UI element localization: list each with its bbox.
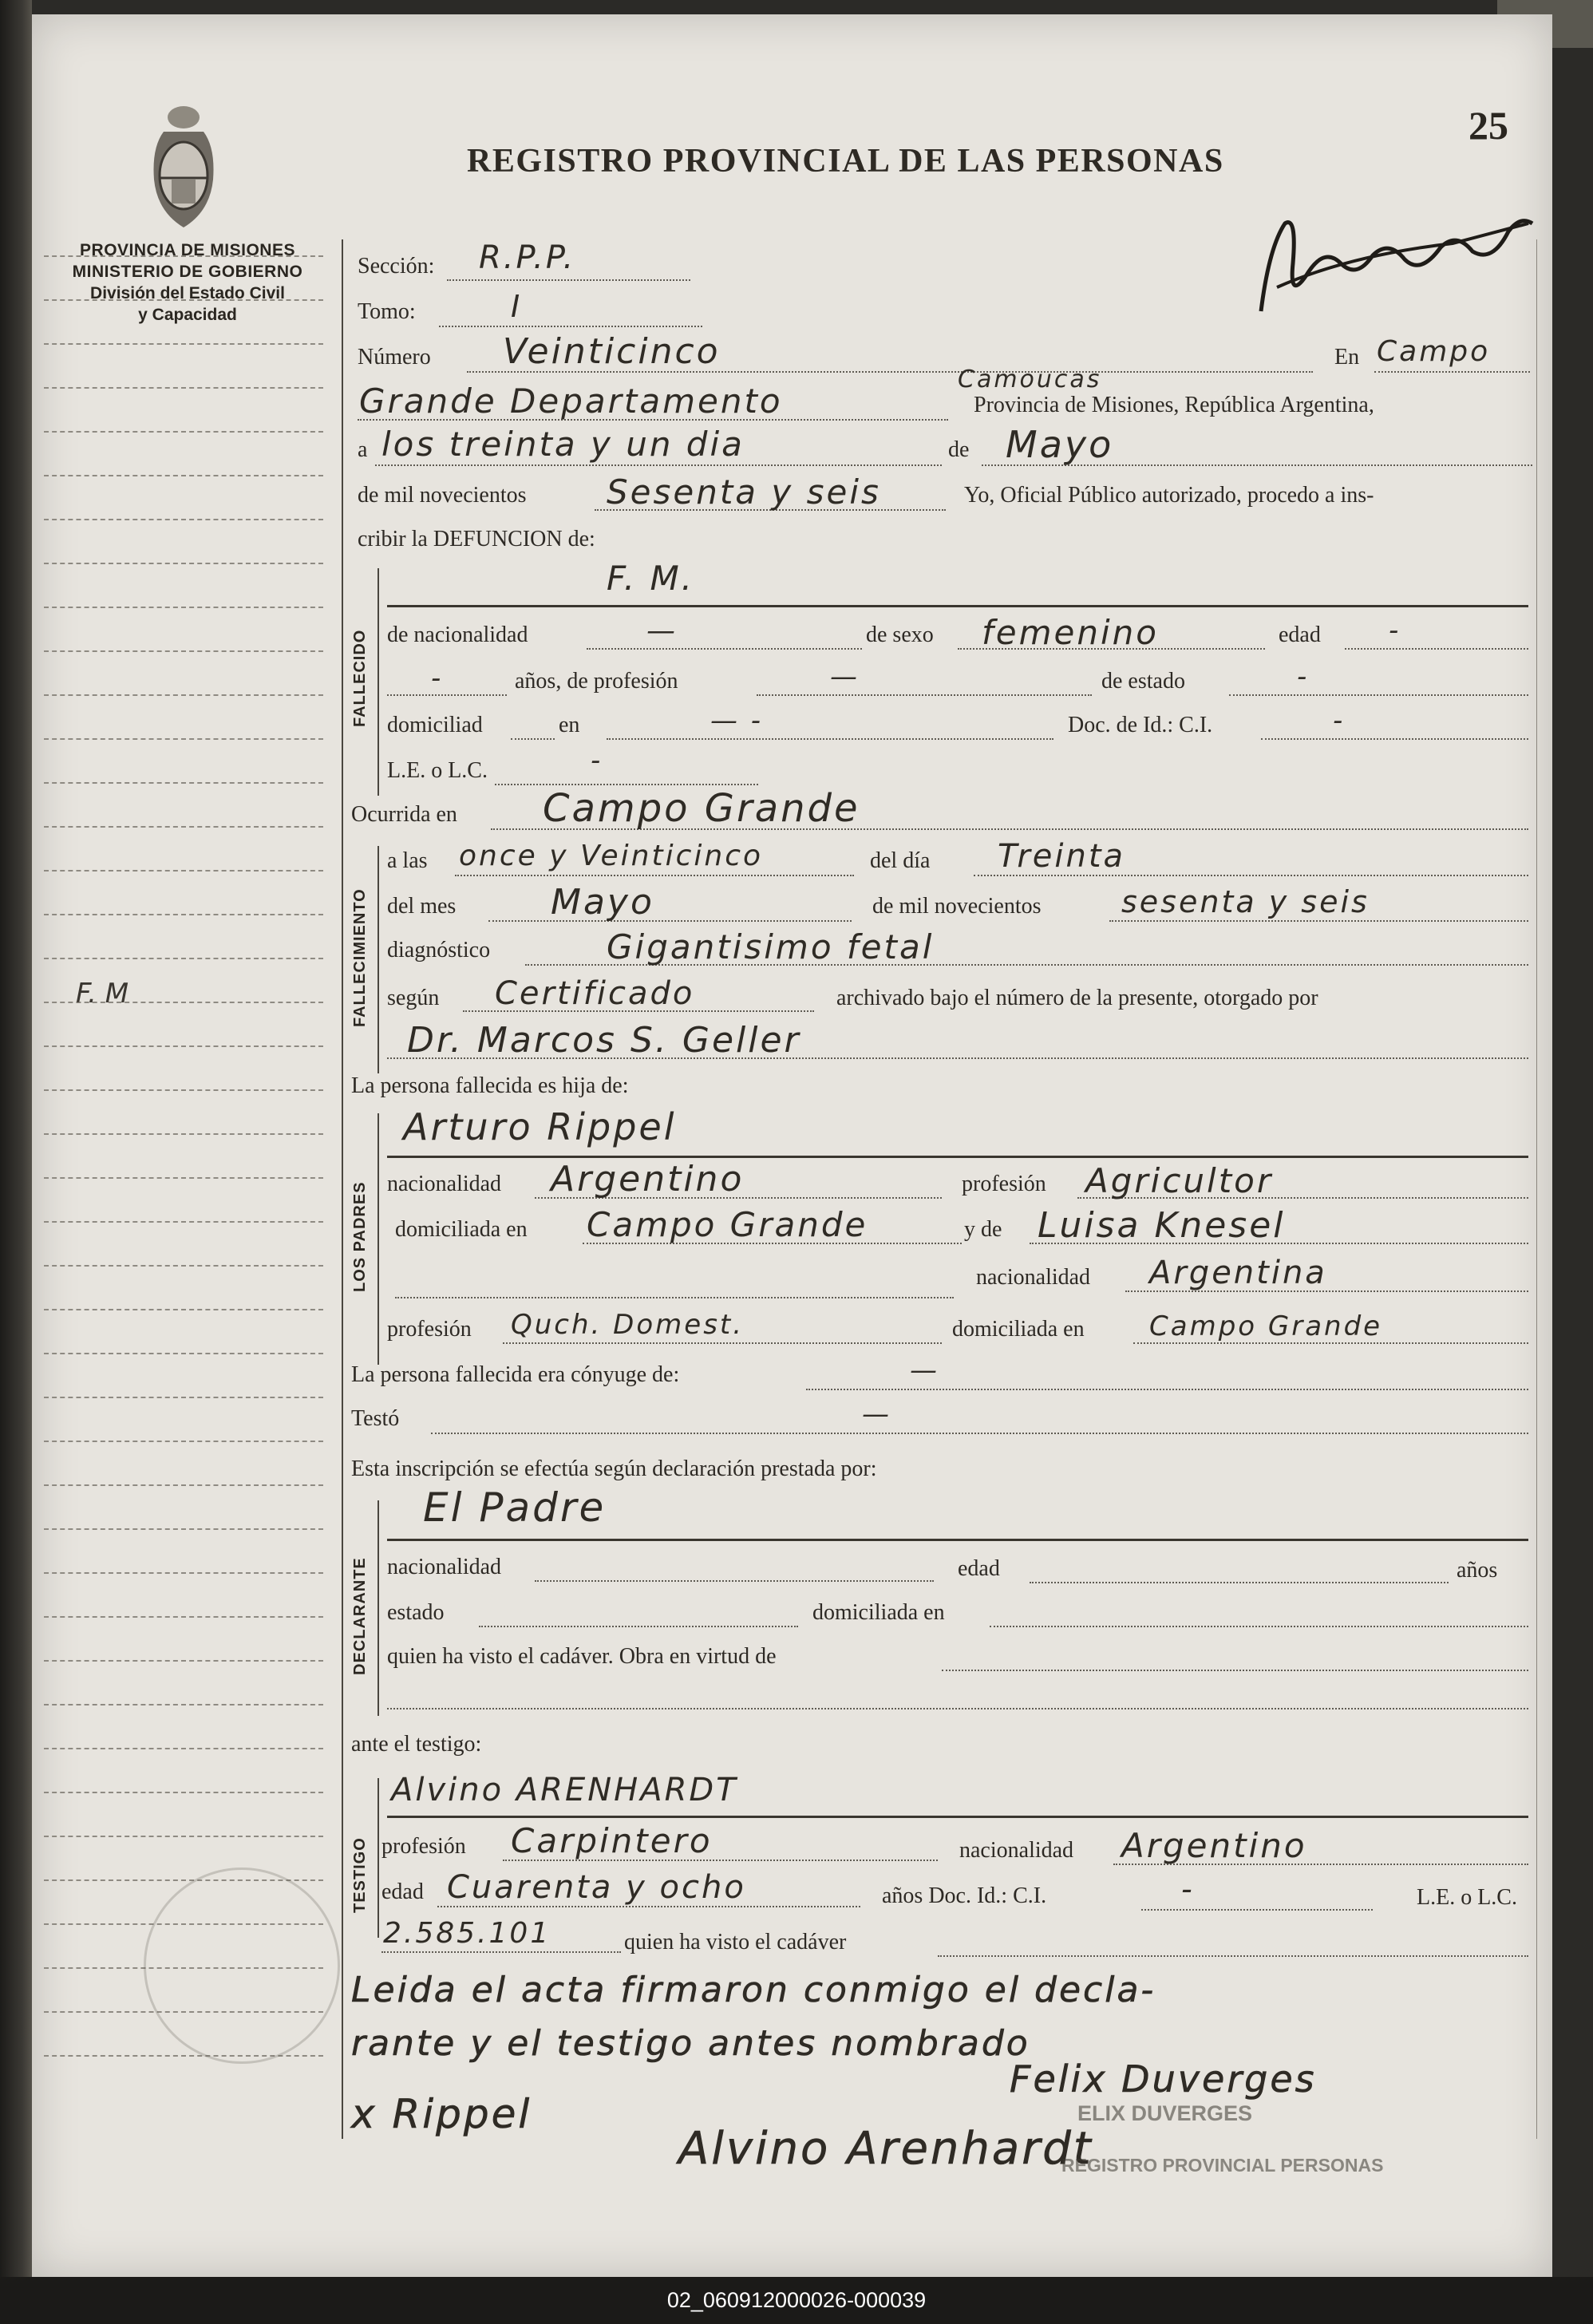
testigo-visto-text: quien ha visto el cadáver — [624, 1930, 847, 1954]
testigo-prof: Carpintero — [511, 1821, 713, 1860]
fallecido-dom-line2 — [607, 738, 1053, 740]
testigo-ci-line — [1141, 1909, 1373, 1911]
office-division: División del Estado Civil — [90, 284, 285, 302]
fallecido-doc-label: Doc. de Id.: C.I. — [1068, 713, 1213, 737]
testigo-nac: Argentino — [1121, 1826, 1307, 1865]
testigo-le-line — [381, 1951, 621, 1953]
medico-value: Dr. Marcos S. Geller — [407, 1020, 801, 1061]
testigo-edad-label: edad — [381, 1879, 424, 1904]
testo-line — [431, 1433, 1528, 1434]
en-value: Campo — [1377, 335, 1491, 368]
mes-value: Mayo — [551, 882, 654, 923]
inscribir-text: cribir la DEFUNCION de: — [358, 527, 595, 551]
stamp-line2: REGISTRO PROVINCIAL PERSONAS — [1061, 2155, 1384, 2176]
declarante-nac-line — [535, 1580, 934, 1582]
declarante-dom-label: domiciliada en — [812, 1600, 945, 1625]
testo-label: Testó — [351, 1406, 400, 1431]
closing-line1: Leida el acta firmaron conmigo el decla- — [351, 1970, 1156, 2010]
signature-oficial: Felix Duverges — [1010, 2057, 1317, 2101]
hija-label: La persona fallecida es hija de: — [351, 1073, 629, 1098]
fallecido-le-label: L.E. o L.C. — [387, 758, 488, 783]
faded-seal — [144, 1868, 340, 2064]
margin-ledger — [44, 255, 323, 2091]
conyuge-value: — — [910, 1354, 939, 1386]
fecha-dia: los treinta y un dia — [381, 425, 745, 464]
declarante-estado-line — [479, 1626, 798, 1627]
y-de-label: y de — [964, 1217, 1002, 1242]
footer-bar — [0, 2277, 1593, 2324]
fallecido-estado-line — [1229, 694, 1528, 696]
fallecido-name: F. M. — [607, 559, 695, 598]
seccion-label: Sección: — [358, 254, 435, 279]
fallecido-name-rule — [387, 605, 1528, 607]
madre-dom-label: domiciliada en — [952, 1317, 1085, 1342]
mes-label: del mes — [387, 894, 457, 919]
archivado-text: archivado bajo el número de la presente, otorgado por — [836, 986, 1318, 1010]
declarante-dom-line — [990, 1626, 1528, 1627]
testigo-doc-label: años Doc. Id.: C.I. — [882, 1883, 1047, 1908]
declarante-edad-line — [1030, 1582, 1449, 1583]
fallecido-edad-line — [1345, 648, 1528, 650]
fallecido-en-label: en — [559, 713, 580, 737]
dia-label: del día — [870, 848, 931, 873]
madre-nac-label: nacionalidad — [976, 1265, 1091, 1290]
column-divider — [342, 239, 343, 2139]
folio-number: 25 — [1468, 103, 1508, 148]
anio2-line — [1109, 920, 1528, 922]
fallecido-dom: — - — [710, 705, 764, 737]
fallecido-prof-line — [757, 694, 1092, 696]
declarante-estado-label: estado — [387, 1600, 445, 1625]
testigo-name-rule — [387, 1816, 1528, 1818]
padre-name-rule — [387, 1156, 1528, 1158]
dia-value: Treinta — [998, 838, 1126, 875]
ocurrida-label: Ocurrida en — [351, 802, 457, 827]
testigo-ci: - — [1181, 1871, 1195, 1907]
segun-label: según — [387, 986, 440, 1010]
provincia-label: Provincia de Misiones, República Argentina, — [974, 393, 1374, 417]
tomo-label: Tomo: — [358, 299, 416, 324]
dia-line — [974, 875, 1528, 876]
madre-prof-line — [503, 1342, 942, 1344]
fallecido-estado-label: de estado — [1101, 669, 1185, 694]
fallecido-le-line — [495, 784, 758, 785]
conyuge-label: La persona fallecida era cónyuge de: — [351, 1362, 680, 1387]
hora-value: once y Veinticinco — [459, 840, 764, 872]
testigo-visto-line — [938, 1955, 1528, 1957]
declarante-name-rule — [387, 1539, 1528, 1541]
fecha-a-label: a — [358, 437, 368, 462]
fallecido-prof: — — [830, 661, 860, 693]
ocurrida-value: Campo Grande — [543, 786, 860, 831]
segun-value: Certificado — [495, 975, 695, 1012]
fecha-dia-line — [375, 464, 942, 466]
en-line — [1374, 371, 1530, 373]
declarante-name: El Padre — [423, 1484, 607, 1531]
declarante-bracket — [377, 1500, 379, 1716]
madre-extra-line — [395, 1297, 954, 1298]
padre-nac: Argentino — [551, 1159, 745, 1200]
ante-label: ante el testigo: — [351, 1732, 482, 1757]
testigo-le-label: L.E. o L.C. — [1417, 1885, 1517, 1910]
office-capacity: y Capacidad — [138, 306, 237, 324]
testo-value: — — [862, 1398, 891, 1430]
anio2-label: de mil novecientos — [872, 894, 1042, 919]
book-binding — [0, 0, 32, 2324]
numero-value: Veinticinco — [503, 331, 721, 372]
declaracion-label: Esta inscripción se efectúa según declaración prestada por: — [351, 1456, 877, 1481]
madre-nac: Argentina — [1149, 1255, 1327, 1291]
fecha-mes: Mayo — [1006, 423, 1114, 466]
section-padres: LOS PADRES — [351, 1181, 369, 1293]
anio2-value: sesenta y seis — [1121, 884, 1370, 919]
fallecido-doc-line — [1261, 738, 1528, 740]
fallecido-nac-line — [587, 648, 862, 650]
declarante-extra-line — [387, 1708, 1528, 1709]
section-testigo: TESTIGO — [351, 1837, 369, 1914]
fallecido-le: - — [591, 745, 603, 777]
seccion-line — [447, 279, 690, 281]
fallecido-doc: - — [1333, 705, 1346, 737]
footer-id: 02_060912000026-000039 — [666, 2288, 927, 2312]
section-fallecido: FALLECIDO — [351, 629, 369, 728]
padre-prof: Agricultor — [1085, 1161, 1274, 1200]
en-insert: Camoucas — [958, 366, 1102, 393]
closing-line2: rante y el testigo antes nombrado — [351, 2023, 1030, 2064]
stamp-line1: ELIX DUVERGES — [1077, 2101, 1253, 2125]
testigo-name: Alvino ARENHARDT — [391, 1772, 738, 1808]
section-fallecimiento: FALLECIMIENTO — [351, 888, 369, 1027]
declarante-cadaver-label: quien ha visto el cadáver. Obra en virtud de — [387, 1644, 777, 1669]
anio-label: de mil novecientos — [358, 483, 527, 508]
page-title: REGISTRO PROVINCIAL DE LAS PERSONAS — [467, 143, 1224, 180]
padre-nac-label: nacionalidad — [387, 1172, 502, 1196]
diag-value: Gigantisimo fetal — [607, 927, 935, 966]
hora-line — [455, 875, 854, 876]
testigo-nac-label: nacionalidad — [959, 1838, 1074, 1863]
seccion-value: R.P.P. — [479, 239, 576, 276]
section-declarante: DECLARANTE — [351, 1557, 369, 1675]
fallecido-anios-label: años, de profesión — [515, 669, 678, 694]
fallecido-edad: - — [1389, 615, 1401, 646]
signature-padre: x Rippel — [351, 2091, 532, 2137]
fallecimiento-bracket — [377, 846, 379, 1073]
signature-testigo: Alvino Arenhardt — [678, 2123, 1093, 2175]
declarante-nac-label: nacionalidad — [387, 1555, 502, 1579]
office-province: PROVINCIA DE MISIONES — [80, 241, 295, 259]
testigo-edad: Cuarenta y ocho — [447, 1869, 746, 1906]
fallecido-sexo: femenino — [982, 613, 1159, 652]
fallecido-edad-label: edad — [1279, 622, 1321, 647]
testigo-edad-line — [437, 1906, 860, 1907]
fallecido-dom-line1 — [511, 738, 555, 740]
testigo-prof-label: profesión — [381, 1834, 466, 1859]
madre-prof: Quch. Domest. — [511, 1309, 745, 1341]
madre-prof-label: profesión — [387, 1317, 472, 1342]
oficial-text: Yo, Oficial Público autorizado, procedo a ins- — [964, 483, 1374, 508]
padre-dom: Campo Grande — [587, 1205, 868, 1244]
padres-bracket — [377, 1113, 379, 1365]
mes-line — [488, 920, 852, 922]
padre-prof-label: profesión — [962, 1172, 1046, 1196]
fallecido-nac-label: de nacionalidad — [387, 622, 528, 647]
fecha-de-label: de — [948, 437, 970, 462]
fallecido-anios-line — [387, 694, 507, 696]
conyuge-line — [806, 1389, 1528, 1390]
anio-value: Sesenta y seis — [607, 472, 881, 512]
en-label: En — [1334, 345, 1360, 370]
declarante-edad-label: edad — [958, 1556, 1000, 1581]
fallecido-anios: - — [431, 662, 444, 694]
coat-of-arms-icon — [140, 100, 227, 235]
tomo-value: I — [511, 289, 523, 324]
padre-name: Arturo Rippel — [403, 1105, 677, 1148]
fallecido-sexo-label: de sexo — [866, 622, 934, 647]
tomo-line — [439, 326, 702, 327]
header-signature — [1253, 200, 1540, 319]
madre-dom: Campo Grande — [1149, 1310, 1383, 1342]
madre-name: Luisa Knesel — [1038, 1205, 1286, 1246]
margin-note: F. M — [76, 978, 129, 1010]
fallecido-dom-label: domiciliad — [387, 713, 483, 737]
numero-label: Número — [358, 345, 431, 370]
fallecido-bracket — [377, 568, 379, 796]
madre-dom-line — [1133, 1342, 1528, 1344]
declarante-obra-line — [942, 1670, 1528, 1671]
testigo-le: 2.585.101 — [383, 1917, 551, 1950]
right-border — [1536, 239, 1537, 2139]
departamento-value: Grande Departamento — [359, 381, 783, 421]
hora-label: a las — [387, 848, 428, 873]
testigo-bracket — [377, 1778, 379, 1938]
padre-dom-label: domiciliada en — [395, 1217, 528, 1242]
declarante-anios-label: años — [1457, 1558, 1498, 1583]
fallecido-nac: — — [646, 615, 678, 647]
office-ministry: MINISTERIO DE GOBIERNO — [72, 263, 303, 281]
fallecido-estado: - — [1297, 661, 1310, 693]
diag-label: diagnóstico — [387, 938, 491, 962]
